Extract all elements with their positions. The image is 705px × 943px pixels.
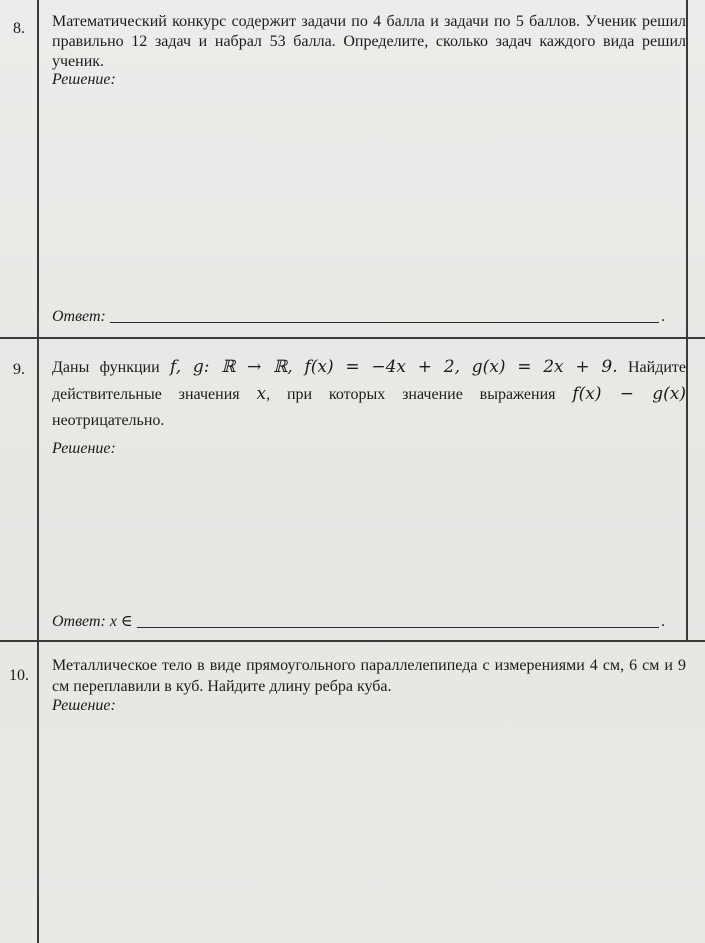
task-9-text-mid2: , при которых значение выражения: [266, 386, 573, 403]
left-column-border: [37, 0, 39, 943]
task-9-math-expression: f(x) − g(x): [572, 384, 686, 404]
task-9-text-before: Даны функции: [52, 359, 171, 376]
task-text-10: Металлическое тело в виде прямоугольного параллелепипеда с измерениями 4 см, 6 см и 9 см переплавили в куб. Найдите длину ребра куба.: [52, 657, 686, 695]
task-text-9: [52, 354, 686, 434]
solution-label-9: Решение:: [52, 440, 116, 457]
answer-row-9: [52, 611, 665, 631]
answer-end-9: .: [661, 613, 665, 630]
task-9-text-mid: Найдите действительные значения: [52, 359, 687, 403]
right-border: [686, 0, 688, 640]
solution-label-8: Решение:: [52, 71, 116, 88]
answer-end-8: .: [661, 308, 665, 325]
task-number-9: 9.: [13, 361, 25, 378]
task-number-10: 10.: [9, 667, 29, 684]
answer-line-9[interactable]: [137, 626, 659, 628]
answer-row-8: [52, 308, 665, 326]
answer-label-9: Ответ: x ∈: [52, 613, 133, 630]
answer-label-8: Ответ:: [52, 308, 106, 325]
task-9-text-after: неотрицательно.: [52, 412, 165, 429]
solution-label-10: Решение:: [52, 697, 116, 714]
row-separator-9-10: [0, 640, 705, 642]
task-9-math-x: x: [256, 384, 267, 404]
task-number-8: 8.: [13, 20, 25, 37]
answer-line-8[interactable]: [110, 321, 659, 323]
task-9-math-functions: f, g: ℝ → ℝ, f(x) = −4x + 2, g(x) = 2x + 9.: [170, 357, 618, 377]
row-separator-8-9: [0, 337, 705, 339]
task-text-8: Математический конкурс содержит задачи по 4 балла и задачи по 5 баллов. Ученик решил правильно 12 задач и набрал 53 балла. Определите, сколько задач каждого вида решил ученик.: [52, 13, 686, 70]
